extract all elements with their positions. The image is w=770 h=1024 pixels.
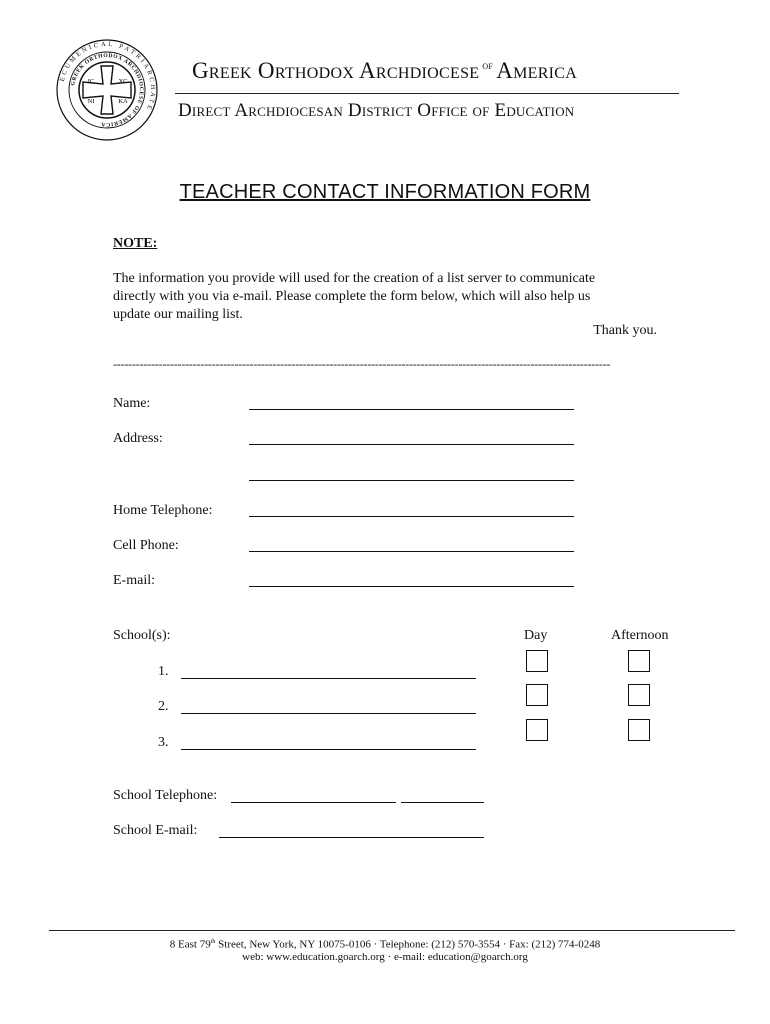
afternoon-checkbox-1[interactable] xyxy=(628,650,650,672)
email-label: E-mail: xyxy=(113,573,155,588)
name-label: Name: xyxy=(113,396,151,411)
school-email-label: School E-mail: xyxy=(113,823,198,838)
seal-glyph-bl: NI xyxy=(87,98,95,105)
name-field[interactable] xyxy=(249,409,574,410)
seal-glyph-br: KA xyxy=(118,98,128,105)
seal-glyph-tr: XC xyxy=(118,78,128,85)
address-label: Address: xyxy=(113,431,163,446)
seal-ring-text: ECUMENICAL PATRIARCHATE xyxy=(58,40,157,113)
organization-subtitle: Direct Archdiocesan District Office of Education xyxy=(178,100,575,121)
footer-web-line: web: www.education.goarch.org · e-mail: education@goarch.org xyxy=(242,951,528,963)
school-telephone-label: School Telephone: xyxy=(113,788,218,803)
org-title-of: of xyxy=(482,60,494,73)
seal-glyph-tl: IC xyxy=(87,78,95,85)
afternoon-checkbox-3[interactable] xyxy=(628,719,650,741)
note-line-2: directly with you via e-mail. Please complete the form below, which will also help us xyxy=(113,289,591,304)
archdiocese-seal xyxy=(55,38,159,142)
cell-phone-field[interactable] xyxy=(249,551,574,552)
header-divider xyxy=(175,93,679,94)
school-telephone-field[interactable] xyxy=(231,802,396,803)
home-telephone-field[interactable] xyxy=(249,516,574,517)
day-checkbox-3[interactable] xyxy=(526,719,548,741)
footer-divider xyxy=(49,930,735,931)
footer-address-pre: 8 East 79 xyxy=(169,938,211,951)
home-telephone-label: Home Telephone: xyxy=(113,503,213,518)
school-field-3[interactable] xyxy=(181,749,476,750)
school-telephone-ext-field[interactable] xyxy=(401,802,484,803)
footer-address-post: Street, New York, NY 10075-0106 · Telephone: (212) 570-3554 · Fax: (212) 774-0248 xyxy=(215,938,601,951)
note-line-3: update our mailing list. xyxy=(113,307,243,322)
afternoon-checkbox-2[interactable] xyxy=(628,684,650,706)
school-field-1[interactable] xyxy=(181,678,476,679)
note-label: NOTE: xyxy=(113,236,158,251)
email-field[interactable] xyxy=(249,586,574,587)
school-row-number-3: 3. xyxy=(158,735,169,750)
dashed-separator: ----------------------------------------------------------------------------------------------------------------------------------- xyxy=(113,357,611,371)
school-field-2[interactable] xyxy=(181,713,476,714)
schools-label: School(s): xyxy=(113,628,171,643)
organization-title xyxy=(192,58,577,84)
address-field-line-1[interactable] xyxy=(249,444,574,445)
note-line-1: The information you provide will used for the creation of a list server to communicate xyxy=(113,271,596,286)
address-field-line-2[interactable] xyxy=(249,480,574,481)
org-title-part1: Greek Orthodox Archdiocese xyxy=(192,58,480,83)
seal-inner-text: GREEK ORTHODOX ARCHDIOCESE OF AMERICA xyxy=(70,52,145,128)
school-email-field[interactable] xyxy=(219,837,484,838)
school-row-number-1: 1. xyxy=(158,664,169,679)
afternoon-column-header: Afternoon xyxy=(611,628,669,643)
school-row-number-2: 2. xyxy=(158,699,169,714)
org-title-part2: America xyxy=(496,58,578,83)
day-checkbox-1[interactable] xyxy=(526,650,548,672)
footer-address-sup: th xyxy=(210,939,216,945)
form-title: TEACHER CONTACT INFORMATION FORM xyxy=(179,181,591,203)
day-column-header: Day xyxy=(524,628,548,643)
day-checkbox-2[interactable] xyxy=(526,684,548,706)
cell-phone-label: Cell Phone: xyxy=(113,538,179,553)
thank-you-text: Thank you. xyxy=(593,323,657,338)
svg-text:GREEK ORTHODOX ARCHDIOCESE OF xyxy=(70,53,144,127)
